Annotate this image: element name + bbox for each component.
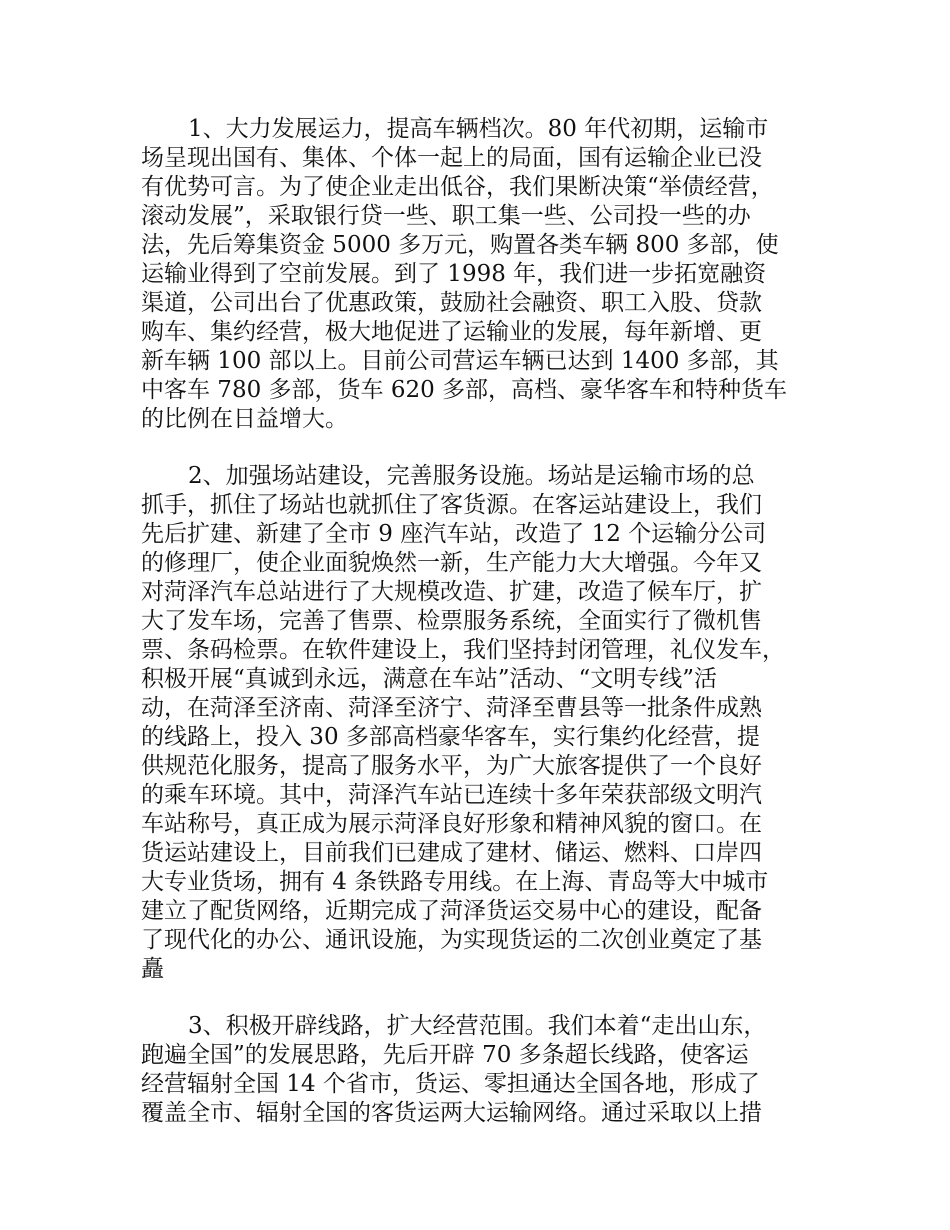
text-line: 建立了配货网络，近期完成了菏泽货运交易中心的建设，配备 bbox=[141, 898, 762, 924]
text-line: 场呈现出国有、集体、个体一起上的局面，国有运输企业已没 bbox=[141, 145, 762, 171]
text-line: 渠道，公司出台了优惠政策，鼓励社会融资、职工入股、贷款 bbox=[141, 290, 762, 316]
text-line: 滚动发展”，采取银行贷一些、职工集一些、公司投一些的办 bbox=[141, 203, 751, 229]
text-line: 有优势可言。为了使企业走出低谷，我们果断决策“举债经营， bbox=[141, 174, 774, 200]
text-line: 的线路上，投入 30 多部高档豪华客车，实行集约化经营，提 bbox=[141, 724, 760, 750]
text-line: 对菏泽汽车总站进行了大规模改造、扩建，改造了候车厅，扩 bbox=[141, 579, 762, 605]
text-line: 抓手，抓住了场站也就抓住了客货源。在客运站建设上，我们 bbox=[141, 492, 762, 518]
text-line: 的比例在日益增大。 bbox=[141, 406, 348, 432]
text-line: 的乘车环境。其中，菏泽汽车站已连续十多年荣获部级文明汽 bbox=[141, 782, 762, 808]
text-line: 跑遍全国”的发展思路，先后开辟 70 多条超长线路，使客运 bbox=[141, 1042, 749, 1068]
text-line: 矗 bbox=[141, 956, 164, 982]
text-line: 3、积极开辟线路，扩大经营范围。我们本着“走出山东， bbox=[188, 1013, 767, 1039]
text-line: 购车、集约经营，极大地促进了运输业的发展，每年新增、更 bbox=[141, 319, 762, 345]
text-line: 1、大力发展运力，提高车辆档次。80 年代初期，运输市 bbox=[188, 116, 769, 142]
text-line: 大了发车场，完善了售票、检票服务系统，全面实行了微机售 bbox=[141, 608, 762, 634]
text-line: 运输业得到了空前发展。到了 1998 年，我们进一步拓宽融资 bbox=[141, 261, 767, 287]
text-line: 2、加强场站建设，完善服务设施。场站是运输市场的总 bbox=[188, 463, 755, 489]
text-line: 动，在菏泽至济南、菏泽至济宁、菏泽至曹县等一批条件成熟 bbox=[141, 695, 762, 721]
text-line: 覆盖全市、辐射全国的客货运两大运输网络。通过采取以上措 bbox=[141, 1100, 762, 1126]
text-line: 积极开展“真诚到永远，满意在车站”活动、“文明专线”活 bbox=[141, 666, 718, 692]
text-line: 大专业货场，拥有 4 条铁路专用线。在上海、青岛等大中城市 bbox=[141, 869, 769, 895]
text-line: 中客车 780 多部，货车 620 多部，高档、豪华客车和特种货车 bbox=[141, 377, 788, 403]
text-line: 了现代化的办公、通讯设施，为实现货运的二次创业奠定了基 bbox=[141, 927, 762, 953]
text-line: 经营辐射全国 14 个省市，货运、零担通达全国各地，形成了 bbox=[141, 1071, 760, 1097]
text-line: 车站称号，真正成为展示菏泽良好形象和精神风貌的窗口。在 bbox=[141, 811, 762, 837]
text-line: 供规范化服务，提高了服务水平，为广大旅客提供了一个良好 bbox=[141, 753, 762, 779]
text-line: 新车辆 100 部以上。目前公司营运车辆已达到 1400 多部，其 bbox=[141, 348, 779, 374]
text-line: 先后扩建、新建了全市 9 座汽车站，改造了 12 个运输分公司 bbox=[141, 521, 767, 547]
text-line: 票、条码检票。在软件建设上，我们坚持封闭管理，礼仪发车， bbox=[141, 637, 785, 663]
text-line: 货运站建设上，目前我们已建成了建材、储运、燃料、口岸四 bbox=[141, 840, 762, 866]
text-line: 法，先后筹集资金 5000 多万元，购置各类车辆 800 多部，使 bbox=[141, 232, 779, 258]
text-line: 的修理厂，使企业面貌焕然一新，生产能力大大增强。今年又 bbox=[141, 550, 762, 576]
